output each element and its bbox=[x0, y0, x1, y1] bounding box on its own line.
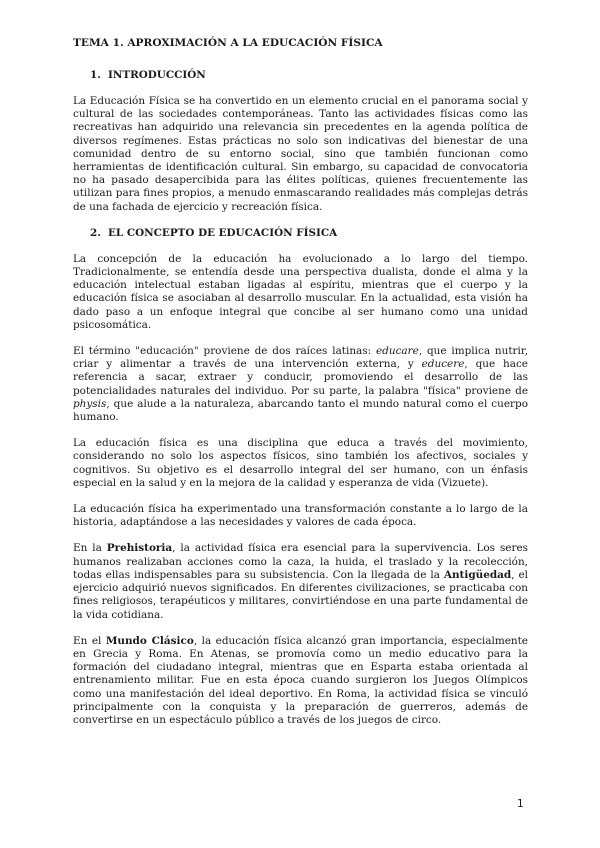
text-run: , que alude a la naturaleza, abarcando tanto el mundo natural como el cuerpo humano. bbox=[73, 397, 528, 424]
section-heading-text: INTRODUCCIÓN bbox=[108, 69, 206, 81]
paragraph-concepcion: La concepción de la educación ha evolucionado a lo largo del tiempo. Tradicionalmente, se entendía desde una perspectiva dualista, donde el alma y la educación intelectual estaban ligadas al espíritu, mientras que el cuerpo y la educación física se asociaban al desarrollo muscular. En la actualidad, esta visión ha dado paso a un enfoque integral que concibe al ser humano como una unidad psicosomática. bbox=[73, 252, 528, 331]
text-run: En el bbox=[73, 634, 106, 647]
greek-term-physis: physis bbox=[73, 397, 107, 410]
paragraph-mundo-clasico bbox=[73, 635, 528, 727]
paragraph-transformacion: La educación física ha experimentado una transformación constante a lo largo de la historia, adaptándose a las necesidades y valores de cada época. bbox=[73, 503, 528, 529]
latin-term-educere: educere bbox=[421, 358, 465, 371]
latin-term-educare: educare bbox=[375, 345, 419, 358]
section-heading-introduccion bbox=[90, 69, 528, 81]
section-number: 1. bbox=[90, 69, 101, 81]
page-content bbox=[73, 37, 528, 740]
paragraph-disciplina: La educación física es una disciplina que educa a través del movimiento, considerando no solo los aspectos físicos, sino también los afectivos, sociales y cognitivos. Su objetivo es el desarrollo integral del ser humano, con un énfasis especial en la salud y en la mejora de la calidad y esperanza de vida (Vizuete). bbox=[73, 437, 528, 489]
paragraph-etimologia bbox=[73, 345, 528, 424]
document-title: TEMA 1. APROXIMACIÓN A LA EDUCACIÓN FÍSICA bbox=[73, 37, 383, 49]
paragraph-introduccion: La Educación Física se ha convertido en un elemento crucial en el panorama social y cultural de las sociedades contemporáneas. Tanto las actividades físicas como las recreativas han adquirido una relevancia sin precedentes en la agenda política de diversos regímenes. Estas prácticas no solo son indicativas del bienestar de una comunidad dentro de su entorno social, sino que también funcionan como herramientas de identificación cultural. Sin embargo, su capacidad de convocatoria no ha pasado desapercibida para las élites políticas, quienes frecuentemente las utilizan para fines propios, a menudo enmascarando realidades más complejas detrás de una fachada de ejercicio y recreación física. bbox=[73, 95, 528, 213]
term-antiguedad: Antigüedad bbox=[443, 568, 512, 581]
text-run: , que implica nutrir, criar y alimentar a través de una intervención externa, y bbox=[73, 345, 529, 371]
section-heading-text: EL CONCEPTO DE EDUCACIÓN FÍSICA bbox=[108, 226, 338, 239]
term-prehistoria: Prehistoria bbox=[106, 542, 173, 555]
text-run: , que hace referencia a sacar, extraer y conducir, promoviendo el desarrollo de las potencialidades naturales del individuo. Por su parte, la palabra "física" proviene de bbox=[73, 358, 528, 397]
term-mundo-clasico: Mundo Clásico bbox=[105, 634, 194, 647]
page-number: 1 bbox=[517, 798, 524, 810]
text-run: En la bbox=[73, 542, 107, 555]
section-number: 2. bbox=[90, 226, 101, 239]
text-run: , la actividad física era esencial para la supervivencia. Los seres humanos realizaban acciones como la caza, la huida, el traslado y la recolección, todas ellas indispensables para su subsistencia. Con la llegada de la bbox=[73, 542, 528, 581]
text-run: , el ejercicio adquirió nuevos significados. En diferentes civilizaciones, se practicaba con fines religiosos, terapéuticos y militares, convirtiéndose en una parte fundamental de la vida cotidiana. bbox=[73, 568, 528, 621]
paragraph-prehistoria bbox=[73, 542, 528, 621]
text-run: , la educación física alcanzó gran importancia, especialmente en Grecia y Roma. En Atenas, se promovía como un medio educativo para la formación del ciudadano integral, mientras que en Esparta estaba orientada al entrenamiento militar. Fue en esta época cuando surgieron los Juegos Olímpicos como una manifestación del ideal deportivo. En Roma, la actividad física se vinculó principalmente con la conquista y la preparación de guerreros, además de convertirse en un espectáculo público a través de los juegos de circo. bbox=[73, 634, 528, 726]
text-run: El término "educación" proviene de dos raíces latinas: bbox=[73, 345, 376, 358]
section-heading-concepto bbox=[90, 227, 528, 239]
